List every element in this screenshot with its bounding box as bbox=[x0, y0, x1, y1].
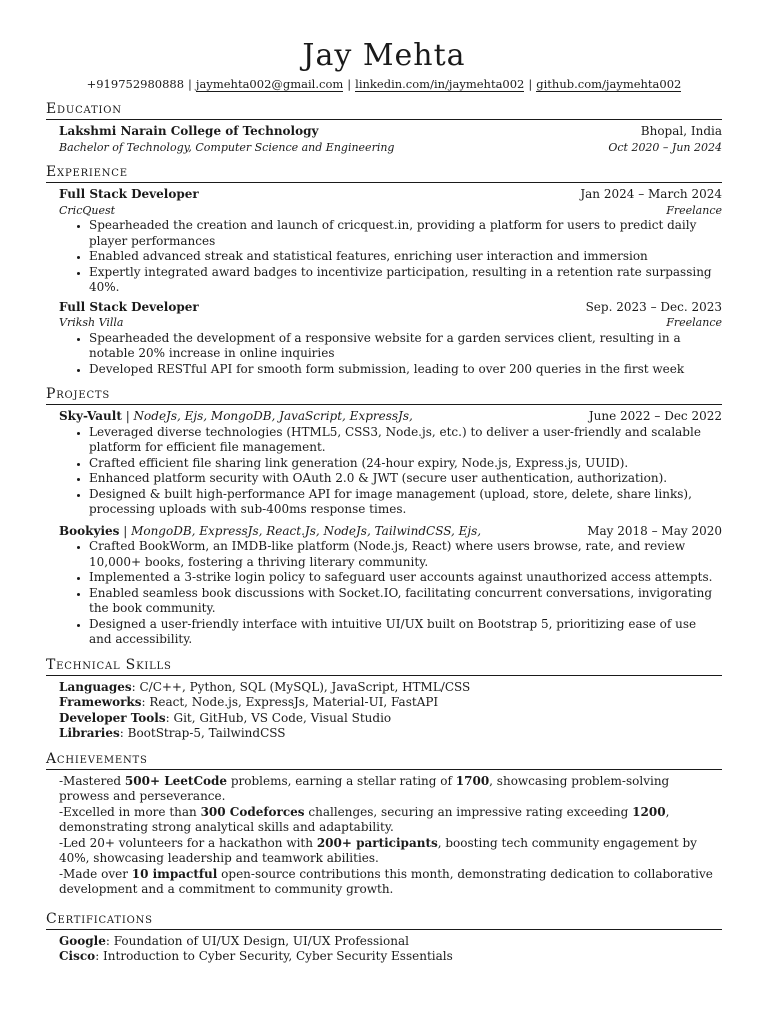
skill-row bbox=[59, 695, 722, 711]
achievement-text: , demonstrating strong analytical skills and adaptability. bbox=[59, 804, 670, 834]
project-bullets bbox=[59, 539, 722, 648]
project-name: Bookyies bbox=[59, 523, 120, 538]
bullet-item: • Crafted BookWorm, an IMDB-like platform (Node.js, React) where users browse, rate, and review 10,000+ books, fostering a thriving literary community. bbox=[89, 539, 722, 570]
cert-value: : Foundation of UI/UX Design, UI/UX Professional bbox=[105, 933, 409, 948]
separator: | bbox=[528, 77, 533, 91]
job-entry bbox=[59, 300, 722, 378]
job-entry bbox=[59, 187, 722, 296]
education-section bbox=[46, 100, 722, 155]
cert-issuer: Cisco bbox=[59, 949, 96, 963]
achievement-highlight: 10 impactful bbox=[131, 866, 218, 881]
bullet-item: • Spearheaded the creation and launch of cricquest.in, providing a platform for users to predict daily player performances bbox=[89, 218, 722, 249]
job-bullets bbox=[59, 331, 722, 378]
candidate-name: Jay Mehta bbox=[302, 38, 466, 73]
bullet-item: • Implemented a 3-strike login policy to safeguard user accounts against unauthorized access attempts. bbox=[89, 570, 722, 586]
education-dates: Oct 2020 – Jun 2024 bbox=[608, 140, 722, 154]
education-entry bbox=[59, 124, 722, 155]
separator: | bbox=[347, 77, 352, 91]
bullet-item: • Designed a user-friendly interface with intuitive UI/UX built on Bootstrap 5, prioritizing ease of use and accessibility. bbox=[89, 617, 722, 648]
skill-value: : Git, GitHub, VS Code, Visual Studio bbox=[165, 710, 392, 725]
skill-label: Developer Tools bbox=[59, 710, 166, 725]
achievement-item bbox=[59, 774, 722, 805]
phone-number: +919752980888 bbox=[86, 77, 185, 91]
achievements-heading: Achievements bbox=[46, 750, 722, 770]
contact-line bbox=[0, 76, 768, 92]
projects-heading: Projects bbox=[46, 385, 722, 405]
bullet-item: • Designed & built high-performance API for image management (upload, store, delete, share links), processing uploads with sub-400ms response times. bbox=[89, 487, 722, 518]
skills-section bbox=[46, 656, 722, 742]
cert-value: : Introduction to Cyber Security, Cyber Security Essentials bbox=[95, 949, 453, 963]
bullet-item: • Enabled seamless book discussions with Socket.IO, facilitating concurrent conversations, invigorating the book community. bbox=[89, 586, 722, 617]
achievement-text: , boosting tech community engagement by 40%, showcasing leadership and teamwork abilities. bbox=[59, 835, 697, 865]
job-type: Freelance bbox=[666, 203, 722, 217]
projects-section bbox=[46, 385, 722, 648]
achievement-item bbox=[59, 805, 722, 836]
achievement-item bbox=[59, 867, 722, 898]
skill-row bbox=[59, 680, 722, 696]
achievements-section bbox=[46, 750, 722, 898]
skill-row bbox=[59, 711, 722, 727]
certification-row bbox=[59, 949, 722, 965]
degree: Bachelor of Technology, Computer Science and Engineering bbox=[59, 140, 395, 154]
certification-row bbox=[59, 934, 722, 950]
skill-value: : React, Node.js, ExpressJs, Material-UI, FastAPI bbox=[141, 695, 439, 709]
experience-section bbox=[46, 163, 722, 377]
job-role: Full Stack Developer bbox=[59, 299, 199, 314]
skill-label: Frameworks bbox=[59, 695, 142, 709]
achievement-highlight: 300 Codeforces bbox=[200, 804, 305, 819]
bullet-item: • Enabled advanced streak and statistical features, enriching user interaction and immersion bbox=[89, 249, 722, 265]
job-bullets bbox=[59, 218, 722, 296]
bullet-item: • Spearheaded the development of a responsive website for a garden services client, resulting in a notable 20% increase in online inquiries bbox=[89, 331, 722, 362]
achievement-text: problems, earning a stellar rating of bbox=[227, 773, 456, 788]
achievement-text: -Led 20+ volunteers for a hackathon with bbox=[59, 835, 317, 850]
project-bullets bbox=[59, 425, 722, 518]
achievement-highlight: 1200 bbox=[632, 804, 666, 819]
achievement-highlight: 500+ LeetCode bbox=[124, 773, 228, 788]
job-dates: Jan 2024 – March 2024 bbox=[580, 187, 722, 201]
job-role: Full Stack Developer bbox=[59, 187, 199, 201]
achievement-text: -Made over bbox=[59, 866, 132, 881]
achievement-highlight: 200+ participants bbox=[316, 835, 438, 850]
skill-value: : C/C++, Python, SQL (MySQL), JavaScript, HTML/CSS bbox=[131, 679, 471, 694]
achievement-text: -Mastered bbox=[59, 773, 125, 788]
achievement-text: , showcasing problem-solving prowess and perseverance. bbox=[59, 773, 670, 803]
linkedin-link[interactable]: linkedin.com/in/jaymehta002 bbox=[355, 77, 525, 91]
experience-heading: Experience bbox=[46, 163, 722, 183]
bullet-item: • Crafted efficient file sharing link generation (24-hour expiry, Node.js, Express.js, UUID). bbox=[89, 456, 722, 472]
bullet-item: • Developed RESTful API for smooth form submission, leading to over 200 queries in the first week bbox=[89, 362, 722, 378]
bullet-item: • Enhanced platform security with OAuth 2.0 & JWT (secure user authentication, authorization). bbox=[89, 471, 722, 487]
project-stack: MongoDB, ExpressJs, React.Js, NodeJs, TailwindCSS, Ejs, bbox=[131, 523, 482, 538]
job-dates: Sep. 2023 – Dec. 2023 bbox=[585, 299, 722, 314]
achievement-highlight: 1700 bbox=[455, 773, 490, 788]
skills-heading: Technical Skills bbox=[46, 656, 722, 676]
achievement-item bbox=[59, 836, 722, 867]
skill-label: Languages bbox=[59, 679, 132, 694]
project-name: Sky-Vault bbox=[59, 409, 122, 423]
separator: | bbox=[188, 77, 192, 91]
cert-issuer: Google bbox=[59, 933, 106, 948]
achievement-text: challenges, securing an impressive rating exceeding bbox=[304, 804, 633, 819]
project-stack: NodeJs, Ejs, MongoDB, JavaScript, ExpressJs, bbox=[133, 409, 413, 423]
skill-value: : BootStrap-5, TailwindCSS bbox=[119, 726, 286, 740]
project-entry: Sky-Vault | NodeJs, Ejs, MongoDB, JavaScript, ExpressJs, June 2022 – Dec 2022 • Leveraged diverse technologies (HTML5, CSS3, Node.js, etc.) to deliver a user-friendly and scalable platform for efficient file management. • Crafted efficient file sharing link generation (24-hour expiry, Node.js, Express.js, UUID). • Enhanced platform security with OAuth 2.0 & JWT (secure user authentication, authorization). • Designed & built high-performance API for image management (upload, store, delete, share links), processing uploads with sub-400ms response times. bbox=[59, 409, 722, 518]
project-entry: Bookyies | MongoDB, ExpressJs, React.Js, NodeJs, TailwindCSS, Ejs, May 2018 – May 2020 • Crafted BookWorm, an IMDB-like platform (Node.js, React) where users browse, rate, and review 10,000+ books, fostering a thriving literary community. • Implemented a 3-strike login policy to safeguard user accounts against unauthorized access attempts. • Enabled seamless book discussions with Socket.IO, facilitating concurrent conversations, invigorating the book community. • Designed a user-friendly interface with intuitive UI/UX built on Bootstrap 5, prioritizing ease of use and accessibility. bbox=[59, 524, 722, 648]
certifications-section bbox=[46, 910, 722, 965]
email-link[interactable]: jaymehta002@gmail.com bbox=[195, 77, 344, 91]
job-company: Vriksh Villa bbox=[59, 316, 124, 329]
achievement-text: -Excelled in more than bbox=[59, 804, 201, 819]
github-link[interactable]: github.com/jaymehta002 bbox=[536, 77, 682, 91]
bullet-item: • Expertly integrated award badges to incentivize participation, resulting in a retention rate surpassing 40%. bbox=[89, 265, 722, 296]
certifications-heading: Certifications bbox=[46, 910, 722, 930]
project-dates: May 2018 – May 2020 bbox=[587, 523, 722, 538]
job-company: CricQuest bbox=[59, 203, 116, 217]
school-name: Lakshmi Narain College of Technology bbox=[59, 124, 319, 138]
project-dates: June 2022 – Dec 2022 bbox=[588, 409, 722, 423]
bullet-item: • Leveraged diverse technologies (HTML5, CSS3, Node.js, etc.) to deliver a user-friendly and scalable platform for efficient file management. bbox=[89, 425, 722, 456]
education-heading: Education bbox=[46, 100, 722, 120]
school-location: Bhopal, India bbox=[640, 124, 722, 138]
achievement-text: open-source contributions this month, demonstrating dedication to collaborative development and a commitment to community growth. bbox=[59, 866, 713, 896]
skill-row bbox=[59, 726, 722, 742]
job-type: Freelance bbox=[666, 316, 722, 329]
skill-label: Libraries bbox=[59, 726, 120, 740]
